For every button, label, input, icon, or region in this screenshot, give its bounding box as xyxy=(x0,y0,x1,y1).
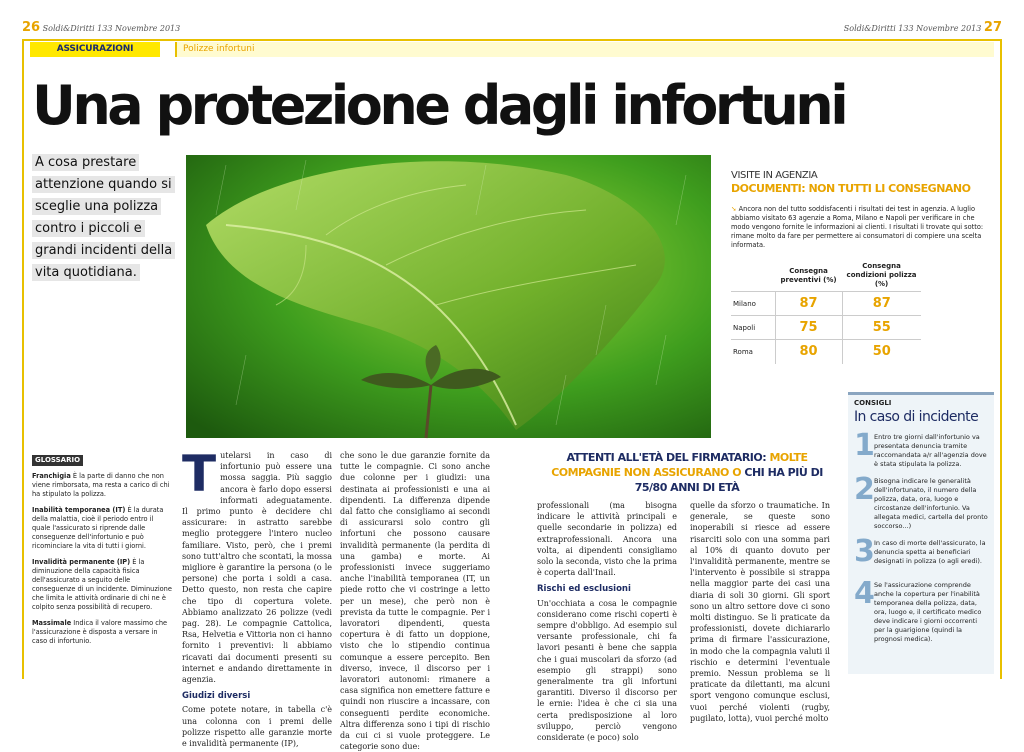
pull-quote-part: CHI HA PIÙ DI 75/80 ANNI DI ETÀ xyxy=(634,466,823,494)
visits-title: DOCUMENTI: NON TUTTI LI CONSEGNANO xyxy=(731,182,971,195)
leaf-photo xyxy=(186,155,711,438)
value-cell: 55 xyxy=(842,316,921,340)
visits-eyebrow: VISITE IN AGENZIA xyxy=(731,170,818,181)
subhead: Rischi ed esclusioni xyxy=(537,584,631,595)
value-cell: 50 xyxy=(842,340,921,364)
glossary xyxy=(32,455,172,653)
body-text: Come potete notare, in tabella c'è una colonna con i premi delle polizze rispetto alle garanzie morte e invalidità permanente (IP), xyxy=(182,705,332,749)
glossary-term: Invalidità permanente (IP) xyxy=(32,558,131,566)
value-cell: 80 xyxy=(775,340,842,364)
frame-left xyxy=(22,39,24,679)
glossary-term: Franchigia xyxy=(32,472,71,480)
section-subtitle: Polizze infortuni xyxy=(175,42,994,57)
value-cell: 87 xyxy=(842,292,921,316)
page-number-left: 26 xyxy=(22,20,41,35)
value-cell: 87 xyxy=(775,292,842,316)
table-row xyxy=(731,316,921,340)
table-row xyxy=(731,340,921,364)
kicker-text: A cosa prestare attenzione quando si sceglie una polizza contro i piccoli e grandi incidenti della vita quotidiana. xyxy=(32,154,175,281)
tip-item xyxy=(854,472,988,531)
visits-intro xyxy=(731,205,986,250)
body-text: che sono le due garanzie fornite da tutte le compagnie. Ci sono anche due colonne per i giudizi: una destinata ai professionisti e una ai dipendenti. La differenza dipende dal fatto che consigliamo ai secondi di assicurarsi solo contro gli infortuni che possono causare invalidità permanente (la perdita di una gamba) e morte. Ai professionisti invece suggeriamo anche l'inabilità temporanea (IT, un piede rotto che vi costringe a letto per un mese), che però non è prevista da tutte le compagnie. Per i lavoratori dipendenti, questa copertura è di fatto un doppione, visto che lo stipendio continua comunque a essere percepito. Ben diverso, invece, il discorso per i lavoratori autonomi: rimanere a casa significa non emettere fatture e quindi non riuscire a incassare, con conseguenti perdite economiche. Altra differenza sono i tipi di rischio da cui ci si vuole proteggere. Le categorie sono due: xyxy=(340,451,490,752)
tips-box xyxy=(848,392,994,674)
body-text: professionali (ma bisogna indicare le attività principali e quelle secondarie in polizza) ed extraprofessionali. Ancora una volta, ai dipendenti consigliamo solo la seconda, visto che la prima è coperta dall'Inail. xyxy=(537,501,677,578)
glossary-term: Massimale xyxy=(32,619,72,627)
col-header-condizioni: Consegna condizioni polizza (%) xyxy=(846,262,917,288)
city-cell: Milano xyxy=(731,292,775,316)
subhead: Giudizi diversi xyxy=(182,691,251,702)
glossary-def: È la diminuzione della capacità fisica dell'assicurato a seguito delle conseguenze di un incidente. Diminuzione che limita le attività ordinarie di chi ne è colpito senza possibilità di recupero. xyxy=(32,558,172,611)
tip-text: Se l'assicurazione comprende anche la copertura per l'inabilità temporanea della polizza, data, ora, luogo e, il certificato medico deve indicare i giorni occorrenti per la guarigione (quindi la prognosi medica). xyxy=(874,581,982,643)
tip-number: 4 xyxy=(854,576,875,611)
tips-label: CONSIGLI xyxy=(854,399,892,407)
tip-number: 2 xyxy=(854,472,875,507)
city-cell: Napoli xyxy=(731,316,775,340)
body-column-2 xyxy=(340,450,490,752)
value-cell: 75 xyxy=(775,316,842,340)
body-text: quelle da sforzo o traumatiche. In generale, se queste sono inoperabili si riesce ad essere risarciti solo con una somma pari al 10% di quanto dovuto per l'invalidità permanente, mentre se l'intervento è possibile si strappa nella maggior parte dei casi una diaria di soli 30 giorni. Gli sport sono un altro settore dove ci sono molti distinguo. Se li praticate da professionisti, dovete dichiararlo prima di firmare l'assicurazione, in modo che la compagnia valuti il rischio e determini l'eventuale premio. Nessun problema se li praticate da dilettanti, ma alcuni sport vengono comunque esclusi, vuoi perché violenti (rugby, pugilato, lotta), vuoi perché molto xyxy=(690,501,830,723)
tips-heading: In caso di incidente xyxy=(854,409,979,425)
table-row xyxy=(731,292,921,316)
body-text: Un'occhiata a cosa le compagnie considerano come rischi coperti è sempre d'obbligo. Ad esempio sul versante professionale, chi fa lavori pesanti è bene che sappia che i guai muscolari da sforzo (ad esempio gli strappi) sono generalmente tra gli infortuni garantiti. Diverso il discorso per le ernie: l'idea è che ci sia una certa predisposizione al loro sviluppo, perciò vengono considerate (e poco) solo xyxy=(537,598,677,743)
folio-left-text: Soldi&Diritti 133 Novembre 2013 xyxy=(42,24,181,33)
city-cell: Roma xyxy=(731,340,775,364)
article-headline: Una protezione dagli infortuni xyxy=(32,74,846,137)
visits-infobox xyxy=(731,170,986,360)
tip-item xyxy=(854,576,988,644)
tip-text: Entro tre giorni dall'infortunio va presentata denuncia tramite raccomandata a/r all'agenzia dove è stata stipulata la polizza. xyxy=(874,433,987,468)
glossary-def: È la durata della malattia, cioè il periodo entro il quale l'assicurato si riprende dalle conseguenze dell'infortunio e può ricominciare la vita di tutti i giorni. xyxy=(32,506,164,550)
frame-right xyxy=(1000,39,1002,679)
visits-table xyxy=(731,260,921,364)
tip-item xyxy=(854,534,988,573)
glossary-term: Inabilità temporanea (IT) xyxy=(32,506,126,514)
glossary-entry xyxy=(32,472,172,499)
body-column-3 xyxy=(537,500,677,743)
col-header-preventivi: Consegna preventivi (%) xyxy=(780,266,837,284)
tip-number: 1 xyxy=(854,428,875,463)
glossary-entry xyxy=(32,619,172,646)
glossary-entry xyxy=(32,558,172,612)
leaf-illustration xyxy=(186,155,711,438)
glossary-tag: GLOSSARIO xyxy=(32,455,83,466)
tip-item xyxy=(854,428,988,469)
folio-left xyxy=(22,20,180,35)
page-number-right: 27 xyxy=(983,20,1002,35)
arrow-icon: ➘ xyxy=(731,205,737,213)
pull-quote-highlight: MOLTE COMPAGNIE NON ASSICURANO O xyxy=(551,451,808,479)
glossary-def: È la parte di danno che non viene rimborsata, ma resta a carico di chi ha stipulato la polizza. xyxy=(32,472,170,498)
glossary-entry xyxy=(32,506,172,551)
body-text: utelarsi in caso di infortunio può essere una mossa saggia. Più saggio ancora è farlo dopo essersi informati adeguatamente. Il primo punto è decidere chi assicurare: in astratto sarebbe meglio proteggere l'intero nucleo familiare. Visto, però, che i premi sono tutt'altro che scontati, la mossa migliore è garantire la persona (o le persone) che porta i soldi a casa. Detto questo, non resta che capire che tipo di copertura volete. Abbiamo analizzato 26 polizze (vedi pag. 28). Le compagnie Cattolica, Rsa, Helvetia e Vittoria non ci hanno fornito i preventivi: li abbiamo ricavati dai documenti presenti su internet e andando direttamente in agenzia. xyxy=(182,451,332,685)
pull-quote xyxy=(537,450,837,495)
glossary-def: Indica il valore massimo che l'assicurazione è disposta a versare in caso di infortunio. xyxy=(32,619,168,645)
top-rule xyxy=(22,39,1002,41)
visits-intro-text: Ancora non del tutto soddisfacenti i risultati dei test in agenzia. A luglio abbiamo visitato 63 agenzie a Roma, Milano e Napoli per verificare in che modo vengono fornite le informazioni ai clienti. I risultati li trovate qui sotto: rimane molto da fare per permettere ai consumatori di compiere una scelta informata. xyxy=(731,205,984,249)
folio-right xyxy=(844,20,1002,35)
dropcap: T xyxy=(182,445,217,503)
body-column-4 xyxy=(690,500,830,724)
section-tab: ASSICURAZIONI xyxy=(30,42,160,57)
tip-text: Bisogna indicare le generalità dell'infortunato, il numero della polizza, data, ora, luogo e circostanze dell'infortunio. Va allegata medici, cartella del pronto soccorso...) xyxy=(874,477,988,530)
body-column-1 xyxy=(182,445,332,749)
tip-number: 3 xyxy=(854,534,875,569)
table-header xyxy=(731,260,921,292)
kicker xyxy=(32,152,177,284)
folio-right-text: Soldi&Diritti 133 Novembre 2013 xyxy=(843,24,982,33)
tip-text: In caso di morte dell'assicurato, la denuncia spetta ai beneficiari designati in polizza (o agli eredi). xyxy=(874,539,986,565)
pull-quote-part: ATTENTI ALL'ETÀ DEL FIRMATARIO: xyxy=(566,451,770,464)
